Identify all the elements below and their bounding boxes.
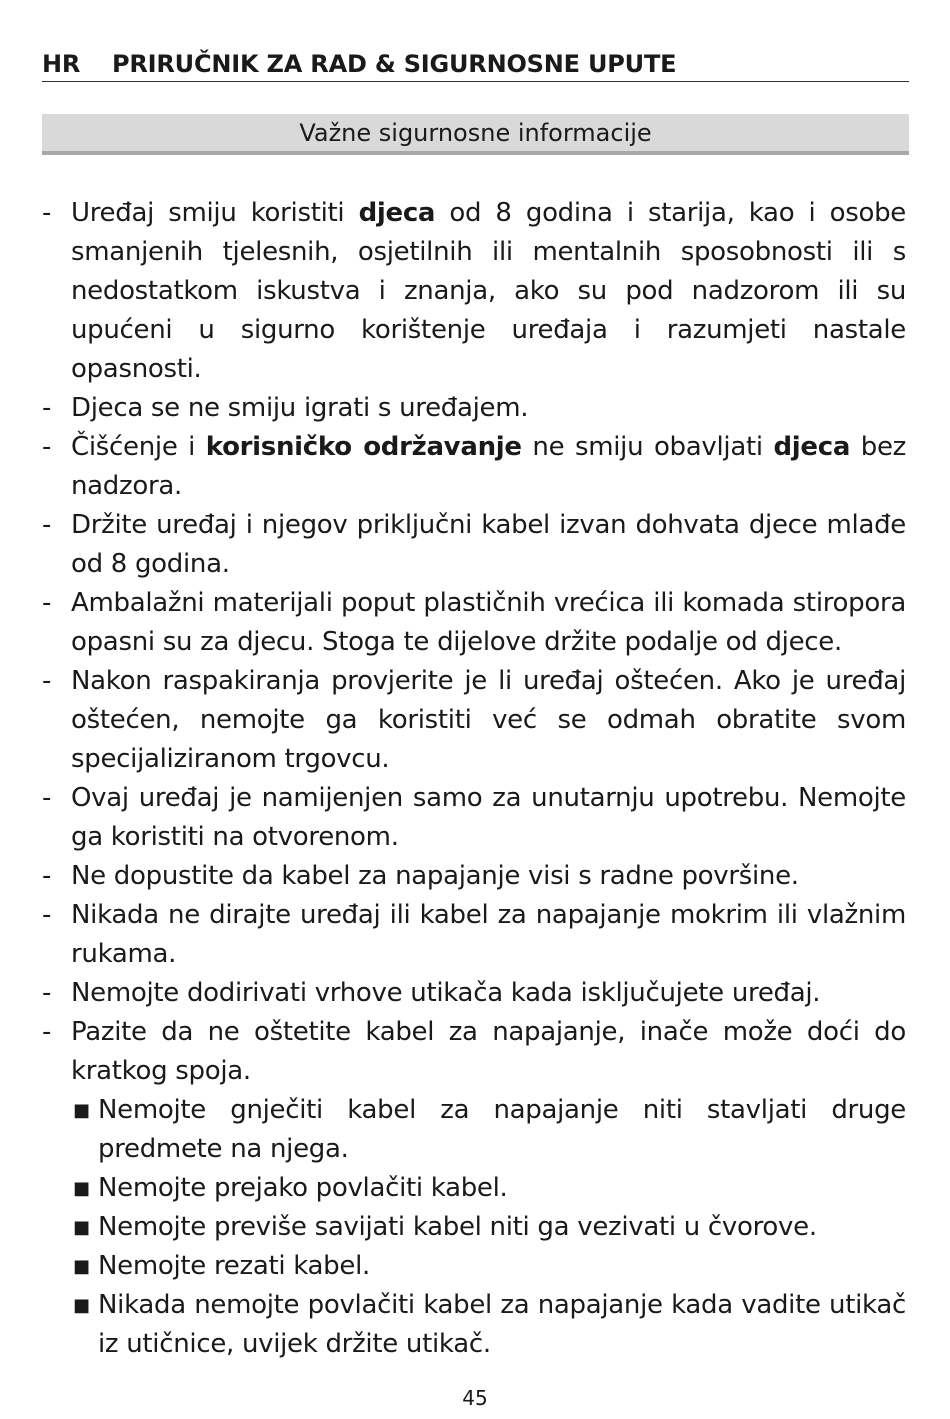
document-title: PRIRUČNIK ZA RAD & SIGURNOSNE UPUTE xyxy=(112,49,677,78)
list-item-text xyxy=(71,779,906,857)
dash-bullet: - xyxy=(42,978,52,1008)
dash-bullet: - xyxy=(42,198,52,228)
list-item xyxy=(42,389,906,428)
sub-list-item-text: Nemojte gnječiti kabel za napajanje niti stavljati druge predmete na njega. xyxy=(98,1095,906,1164)
dash-bullet: - xyxy=(42,432,52,462)
list-item-text xyxy=(71,662,906,779)
bold-text: djeca xyxy=(358,198,436,228)
bold-text: korisničko održavanje xyxy=(205,432,522,462)
list-item-text xyxy=(71,896,906,974)
square-bullet-icon: ■ xyxy=(73,1256,90,1277)
sub-list-item-text: Nemojte previše savijati kabel niti ga vezivati u čvorove. xyxy=(98,1212,817,1242)
dash-bullet: - xyxy=(42,1017,52,1047)
language-code: HR xyxy=(42,49,81,78)
section-banner: Važne sigurnosne informacije xyxy=(42,114,909,155)
list-item-text xyxy=(71,857,906,896)
text-segment: Ovaj uređaj je namijenjen samo za unutarnju upotrebu. Nemojte ga koristiti na otvorenom. xyxy=(71,783,906,852)
text-segment: Držite uređaj i njegov priključni kabel izvan dohvata djece mlađe od 8 godina. xyxy=(71,510,906,579)
dash-bullet: - xyxy=(42,783,52,813)
list-item-text xyxy=(71,584,906,662)
text-segment: Nikada ne dirajte uređaj ili kabel za napajanje mokrim ili vlažnim rukama. xyxy=(71,900,906,969)
sub-list-item-text: Nemojte prejako povlačiti kabel. xyxy=(98,1173,508,1203)
sub-list-item-text: Nemojte rezati kabel. xyxy=(98,1251,370,1281)
list-item-text xyxy=(71,974,906,1013)
list-item xyxy=(42,857,906,896)
dash-bullet: - xyxy=(42,900,52,930)
text-segment: Ne dopustite da kabel za napajanje visi s radne površine. xyxy=(71,861,799,891)
list-item xyxy=(42,194,906,389)
sub-list-item xyxy=(42,1169,906,1208)
list-item-text xyxy=(71,506,906,584)
text-segment: od 8 godina i starija, kao i osobe smanjenih tjelesnih, osjetilnih ili mentalnih sposobnosti ili s nedostatkom iskustva i znanja, ako su pod nadzorom ili su upućeni u sigurno korištenje uređaja i razumjeti nastale opasnosti. xyxy=(71,198,906,384)
bold-text: djeca xyxy=(773,432,851,462)
sub-list-item xyxy=(42,1208,906,1247)
dash-bullet: - xyxy=(42,666,52,696)
square-bullet-icon: ■ xyxy=(73,1217,90,1238)
list-item-text xyxy=(71,389,906,428)
list-item xyxy=(42,584,906,662)
text-segment: bez nadzora. xyxy=(71,432,906,501)
text-segment: Čišćenje i xyxy=(71,432,206,462)
text-segment: Pazite da ne oštetite kabel za napajanje, inače može doći do kratkog spoja. xyxy=(71,1017,906,1086)
list-item xyxy=(42,779,906,857)
text-segment: Nemojte dodirivati vrhove utikača kada isključujete uređaj. xyxy=(71,978,821,1008)
square-bullet-icon: ■ xyxy=(73,1178,90,1199)
sub-list-item xyxy=(42,1286,906,1364)
list-item xyxy=(42,896,906,974)
dash-bullet: - xyxy=(42,861,52,891)
text-segment: Uređaj smiju koristiti xyxy=(71,198,359,228)
list-item xyxy=(42,662,906,779)
text-segment: Nakon raspakiranja provjerite je li uređaj oštećen. Ako je uređaj oštećen, nemojte ga koristiti već se odmah obratite svom specijaliziranom trgovcu. xyxy=(71,666,906,774)
list-item-text xyxy=(71,1013,906,1091)
page-header xyxy=(42,46,909,82)
dash-bullet: - xyxy=(42,393,52,423)
list-item xyxy=(42,428,906,506)
list-item xyxy=(42,974,906,1013)
square-bullet-icon: ■ xyxy=(73,1295,90,1316)
dash-bullet: - xyxy=(42,510,52,540)
list-item-text xyxy=(71,194,906,389)
safety-list xyxy=(42,194,906,1364)
sub-list-item-text: Nikada nemojte povlačiti kabel za napajanje kada vadite utikač iz utičnice, uvijek držite utikač. xyxy=(98,1290,906,1359)
text-segment: Djeca se ne smiju igrati s uređajem. xyxy=(71,393,529,423)
dash-bullet: - xyxy=(42,588,52,618)
list-item xyxy=(42,506,906,584)
list-item xyxy=(42,1013,906,1091)
sub-list-item xyxy=(42,1247,906,1286)
list-item-text xyxy=(71,428,906,506)
text-segment: Ambalažni materijali poput plastičnih vrećica ili komada stiropora opasni su za djecu. Stoga te dijelove držite podalje od djece. xyxy=(71,588,906,657)
sub-list-item xyxy=(42,1091,906,1169)
text-segment: ne smiju obavljati xyxy=(521,432,774,462)
square-bullet-icon: ■ xyxy=(73,1100,90,1121)
page-number: 45 xyxy=(462,1386,488,1410)
